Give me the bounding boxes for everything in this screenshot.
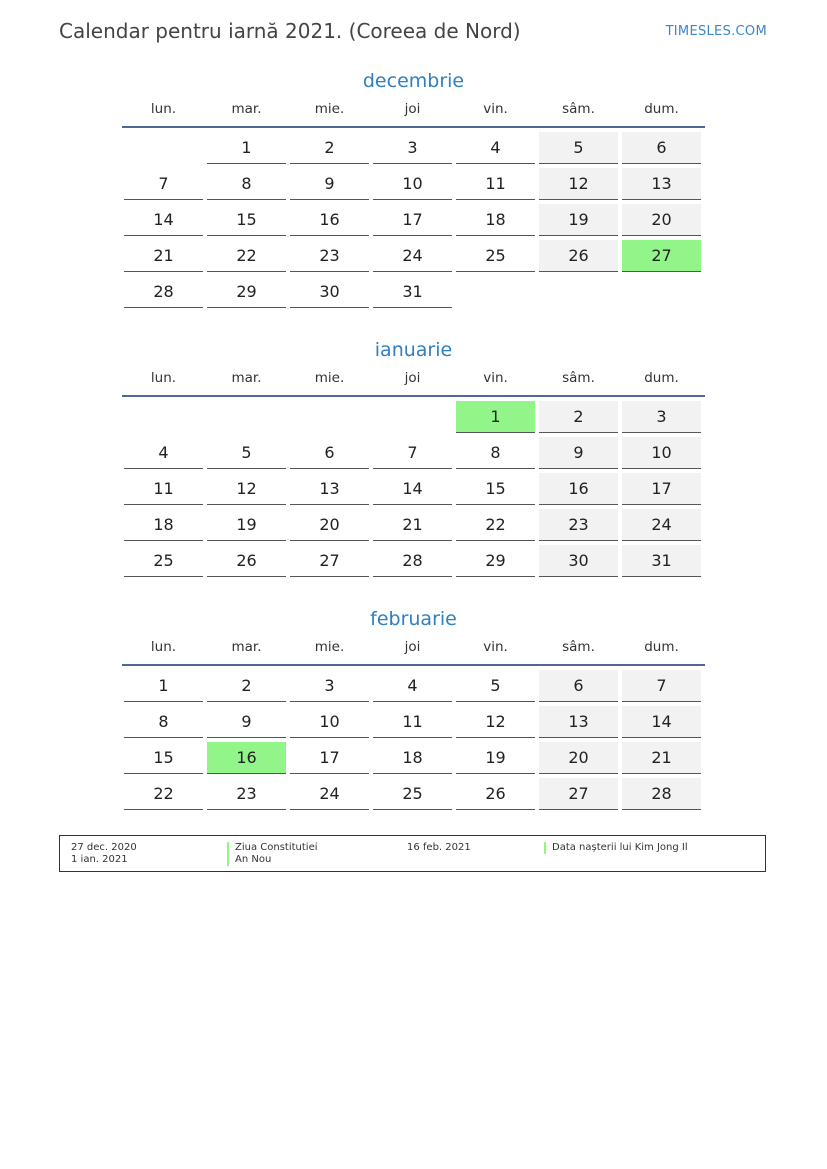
day-cell[interactable]: 15	[207, 204, 286, 236]
weekday-label: lun.	[150, 101, 177, 117]
week-row	[122, 132, 705, 168]
empty-cell	[373, 401, 452, 432]
day-cell[interactable]: 8	[124, 706, 203, 738]
month-name: ianuarie	[374, 339, 453, 361]
day-cell[interactable]: 26	[456, 778, 535, 810]
day-cell[interactable]: 22	[124, 778, 203, 810]
day-cell[interactable]: 31	[622, 545, 701, 577]
week-row	[122, 276, 705, 312]
empty-cell	[207, 401, 286, 432]
site-link[interactable]: TIMESLES.COM	[665, 24, 767, 39]
day-cell[interactable]: 18	[373, 742, 452, 774]
day-cell[interactable]: 19	[207, 509, 286, 541]
legend-date: 1 ian. 2021	[71, 854, 128, 865]
weeks-grid	[122, 666, 705, 814]
day-cell[interactable]: 13	[290, 473, 369, 505]
day-cell[interactable]: 7	[622, 670, 701, 702]
day-cell[interactable]: 4	[456, 132, 535, 164]
month-december	[122, 70, 705, 312]
empty-cell	[124, 132, 203, 163]
day-cell[interactable]: 21	[124, 240, 203, 272]
weekday-header	[122, 100, 705, 128]
weekday-label: mar.	[231, 639, 262, 655]
day-cell[interactable]: 22	[456, 509, 535, 541]
day-cell[interactable]: 15	[456, 473, 535, 505]
weekday-label: lun.	[150, 639, 177, 655]
week-row	[122, 168, 705, 204]
weekday-label: mie.	[314, 370, 345, 386]
day-cell[interactable]: 10	[290, 706, 369, 738]
empty-cell	[622, 276, 701, 307]
legend-names-left	[227, 842, 318, 866]
day-cell[interactable]: 5	[207, 437, 286, 469]
day-cell[interactable]: 16	[539, 473, 618, 505]
day-cell[interactable]: 25	[373, 778, 452, 810]
legend-dates-right	[407, 842, 471, 854]
empty-cell	[539, 276, 618, 307]
week-row	[122, 437, 705, 473]
day-cell[interactable]: 21	[373, 509, 452, 541]
day-cell[interactable]: 11	[124, 473, 203, 505]
day-cell[interactable]: 11	[373, 706, 452, 738]
day-cell[interactable]: 9	[290, 168, 369, 200]
weekday-label: dum.	[644, 101, 679, 117]
day-cell[interactable]: 17	[622, 473, 701, 505]
day-cell[interactable]: 31	[373, 276, 452, 308]
day-cell[interactable]: 30	[539, 545, 618, 577]
day-cell[interactable]: 12	[207, 473, 286, 505]
week-row	[122, 742, 705, 778]
day-cell[interactable]: 9	[207, 706, 286, 738]
holiday-legend	[59, 835, 766, 872]
week-row	[122, 545, 705, 581]
month-february	[122, 608, 705, 814]
day-cell[interactable]: 17	[373, 204, 452, 236]
day-cell[interactable]: 10	[373, 168, 452, 200]
day-cell[interactable]: 2	[290, 132, 369, 164]
weekday-label: vin.	[483, 639, 508, 655]
day-cell[interactable]: 3	[373, 132, 452, 164]
day-cell[interactable]: 23	[290, 240, 369, 272]
weekday-label: dum.	[644, 370, 679, 386]
day-cell[interactable]: 4	[373, 670, 452, 702]
day-cell[interactable]: 25	[124, 545, 203, 577]
day-cell[interactable]: 26	[539, 240, 618, 272]
legend-date: 16 feb. 2021	[407, 842, 471, 853]
holiday-day-cell[interactable]: 1	[456, 401, 535, 433]
day-cell[interactable]: 18	[124, 509, 203, 541]
day-cell[interactable]: 6	[622, 132, 701, 164]
weeks-grid	[122, 397, 705, 581]
weeks-grid	[122, 128, 705, 312]
week-row	[122, 778, 705, 814]
day-cell[interactable]: 14	[124, 204, 203, 236]
weekday-label: sâm.	[562, 370, 595, 386]
week-row	[122, 670, 705, 706]
day-cell[interactable]: 25	[456, 240, 535, 272]
day-cell[interactable]: 2	[539, 401, 618, 433]
day-cell[interactable]: 6	[290, 437, 369, 469]
weekday-header	[122, 638, 705, 666]
weekday-label: mar.	[231, 101, 262, 117]
empty-cell	[290, 401, 369, 432]
week-row	[122, 473, 705, 509]
weekday-label: mar.	[231, 370, 262, 386]
day-cell[interactable]: 1	[124, 670, 203, 702]
day-cell[interactable]: 2	[207, 670, 286, 702]
weekday-label: vin.	[483, 370, 508, 386]
day-cell[interactable]: 24	[290, 778, 369, 810]
day-cell[interactable]: 9	[539, 437, 618, 469]
holiday-day-cell[interactable]: 16	[207, 742, 286, 774]
day-cell[interactable]: 11	[456, 168, 535, 200]
page-title: Calendar pentru iarnă 2021. (Coreea de Nord)	[59, 19, 521, 43]
day-cell[interactable]: 6	[539, 670, 618, 702]
day-cell[interactable]: 16	[290, 204, 369, 236]
day-cell[interactable]: 20	[290, 509, 369, 541]
holiday-day-cell[interactable]: 27	[622, 240, 701, 272]
month-january	[122, 339, 705, 581]
day-cell[interactable]: 14	[373, 473, 452, 505]
day-cell[interactable]: 29	[207, 276, 286, 308]
day-cell[interactable]: 24	[373, 240, 452, 272]
month-name: decembrie	[362, 70, 465, 92]
day-cell[interactable]: 28	[373, 545, 452, 577]
day-cell[interactable]: 13	[539, 706, 618, 738]
day-cell[interactable]: 15	[124, 742, 203, 774]
week-row	[122, 706, 705, 742]
week-row	[122, 509, 705, 545]
day-cell[interactable]: 23	[207, 778, 286, 810]
weekday-label: mie.	[314, 639, 345, 655]
day-cell[interactable]: 19	[456, 742, 535, 774]
day-cell[interactable]: 3	[290, 670, 369, 702]
day-cell[interactable]: 7	[124, 168, 203, 200]
weekday-label: sâm.	[562, 101, 595, 117]
day-cell[interactable]: 20	[539, 742, 618, 774]
day-cell[interactable]: 28	[622, 778, 701, 810]
day-cell[interactable]: 12	[456, 706, 535, 738]
day-cell[interactable]: 28	[124, 276, 203, 308]
month-name: februarie	[370, 608, 457, 630]
day-cell[interactable]: 4	[124, 437, 203, 469]
day-cell[interactable]: 8	[456, 437, 535, 469]
week-row	[122, 401, 705, 437]
weekday-label: dum.	[644, 639, 679, 655]
day-cell[interactable]: 26	[207, 545, 286, 577]
day-cell[interactable]: 17	[290, 742, 369, 774]
day-cell[interactable]: 7	[373, 437, 452, 469]
day-cell[interactable]: 5	[456, 670, 535, 702]
empty-cell	[456, 276, 535, 307]
day-cell[interactable]: 3	[622, 401, 701, 433]
day-cell[interactable]: 23	[539, 509, 618, 541]
day-cell[interactable]: 1	[207, 132, 286, 164]
day-cell[interactable]: 21	[622, 742, 701, 774]
weekday-label: joi	[404, 370, 421, 386]
day-cell[interactable]: 12	[539, 168, 618, 200]
day-cell[interactable]: 29	[456, 545, 535, 577]
day-cell[interactable]: 14	[622, 706, 701, 738]
weekday-label: mie.	[314, 101, 345, 117]
weekday-label: lun.	[150, 370, 177, 386]
weekday-label: sâm.	[562, 639, 595, 655]
day-cell[interactable]: 27	[539, 778, 618, 810]
day-cell[interactable]: 22	[207, 240, 286, 272]
day-cell[interactable]: 13	[622, 168, 701, 200]
day-cell[interactable]: 10	[622, 437, 701, 469]
weekday-label: vin.	[483, 101, 508, 117]
empty-cell	[124, 401, 203, 432]
legend-holiday-name: An Nou	[227, 854, 318, 866]
legend-holiday-name: Ziua Constitutiei	[227, 842, 318, 854]
legend-names-right	[544, 842, 688, 854]
day-cell[interactable]: 30	[290, 276, 369, 308]
day-cell[interactable]: 20	[622, 204, 701, 236]
day-cell[interactable]: 27	[290, 545, 369, 577]
legend-holiday-name: Data nașterii lui Kim Jong Il	[544, 842, 688, 854]
weekday-label: joi	[404, 101, 421, 117]
day-cell[interactable]: 24	[622, 509, 701, 541]
day-cell[interactable]: 5	[539, 132, 618, 164]
day-cell[interactable]: 8	[207, 168, 286, 200]
week-row	[122, 240, 705, 276]
legend-date: 27 dec. 2020	[71, 842, 137, 853]
weekday-label: joi	[404, 639, 421, 655]
day-cell[interactable]: 18	[456, 204, 535, 236]
week-row	[122, 204, 705, 240]
weekday-header	[122, 369, 705, 397]
legend-dates-left	[71, 842, 137, 866]
day-cell[interactable]: 19	[539, 204, 618, 236]
